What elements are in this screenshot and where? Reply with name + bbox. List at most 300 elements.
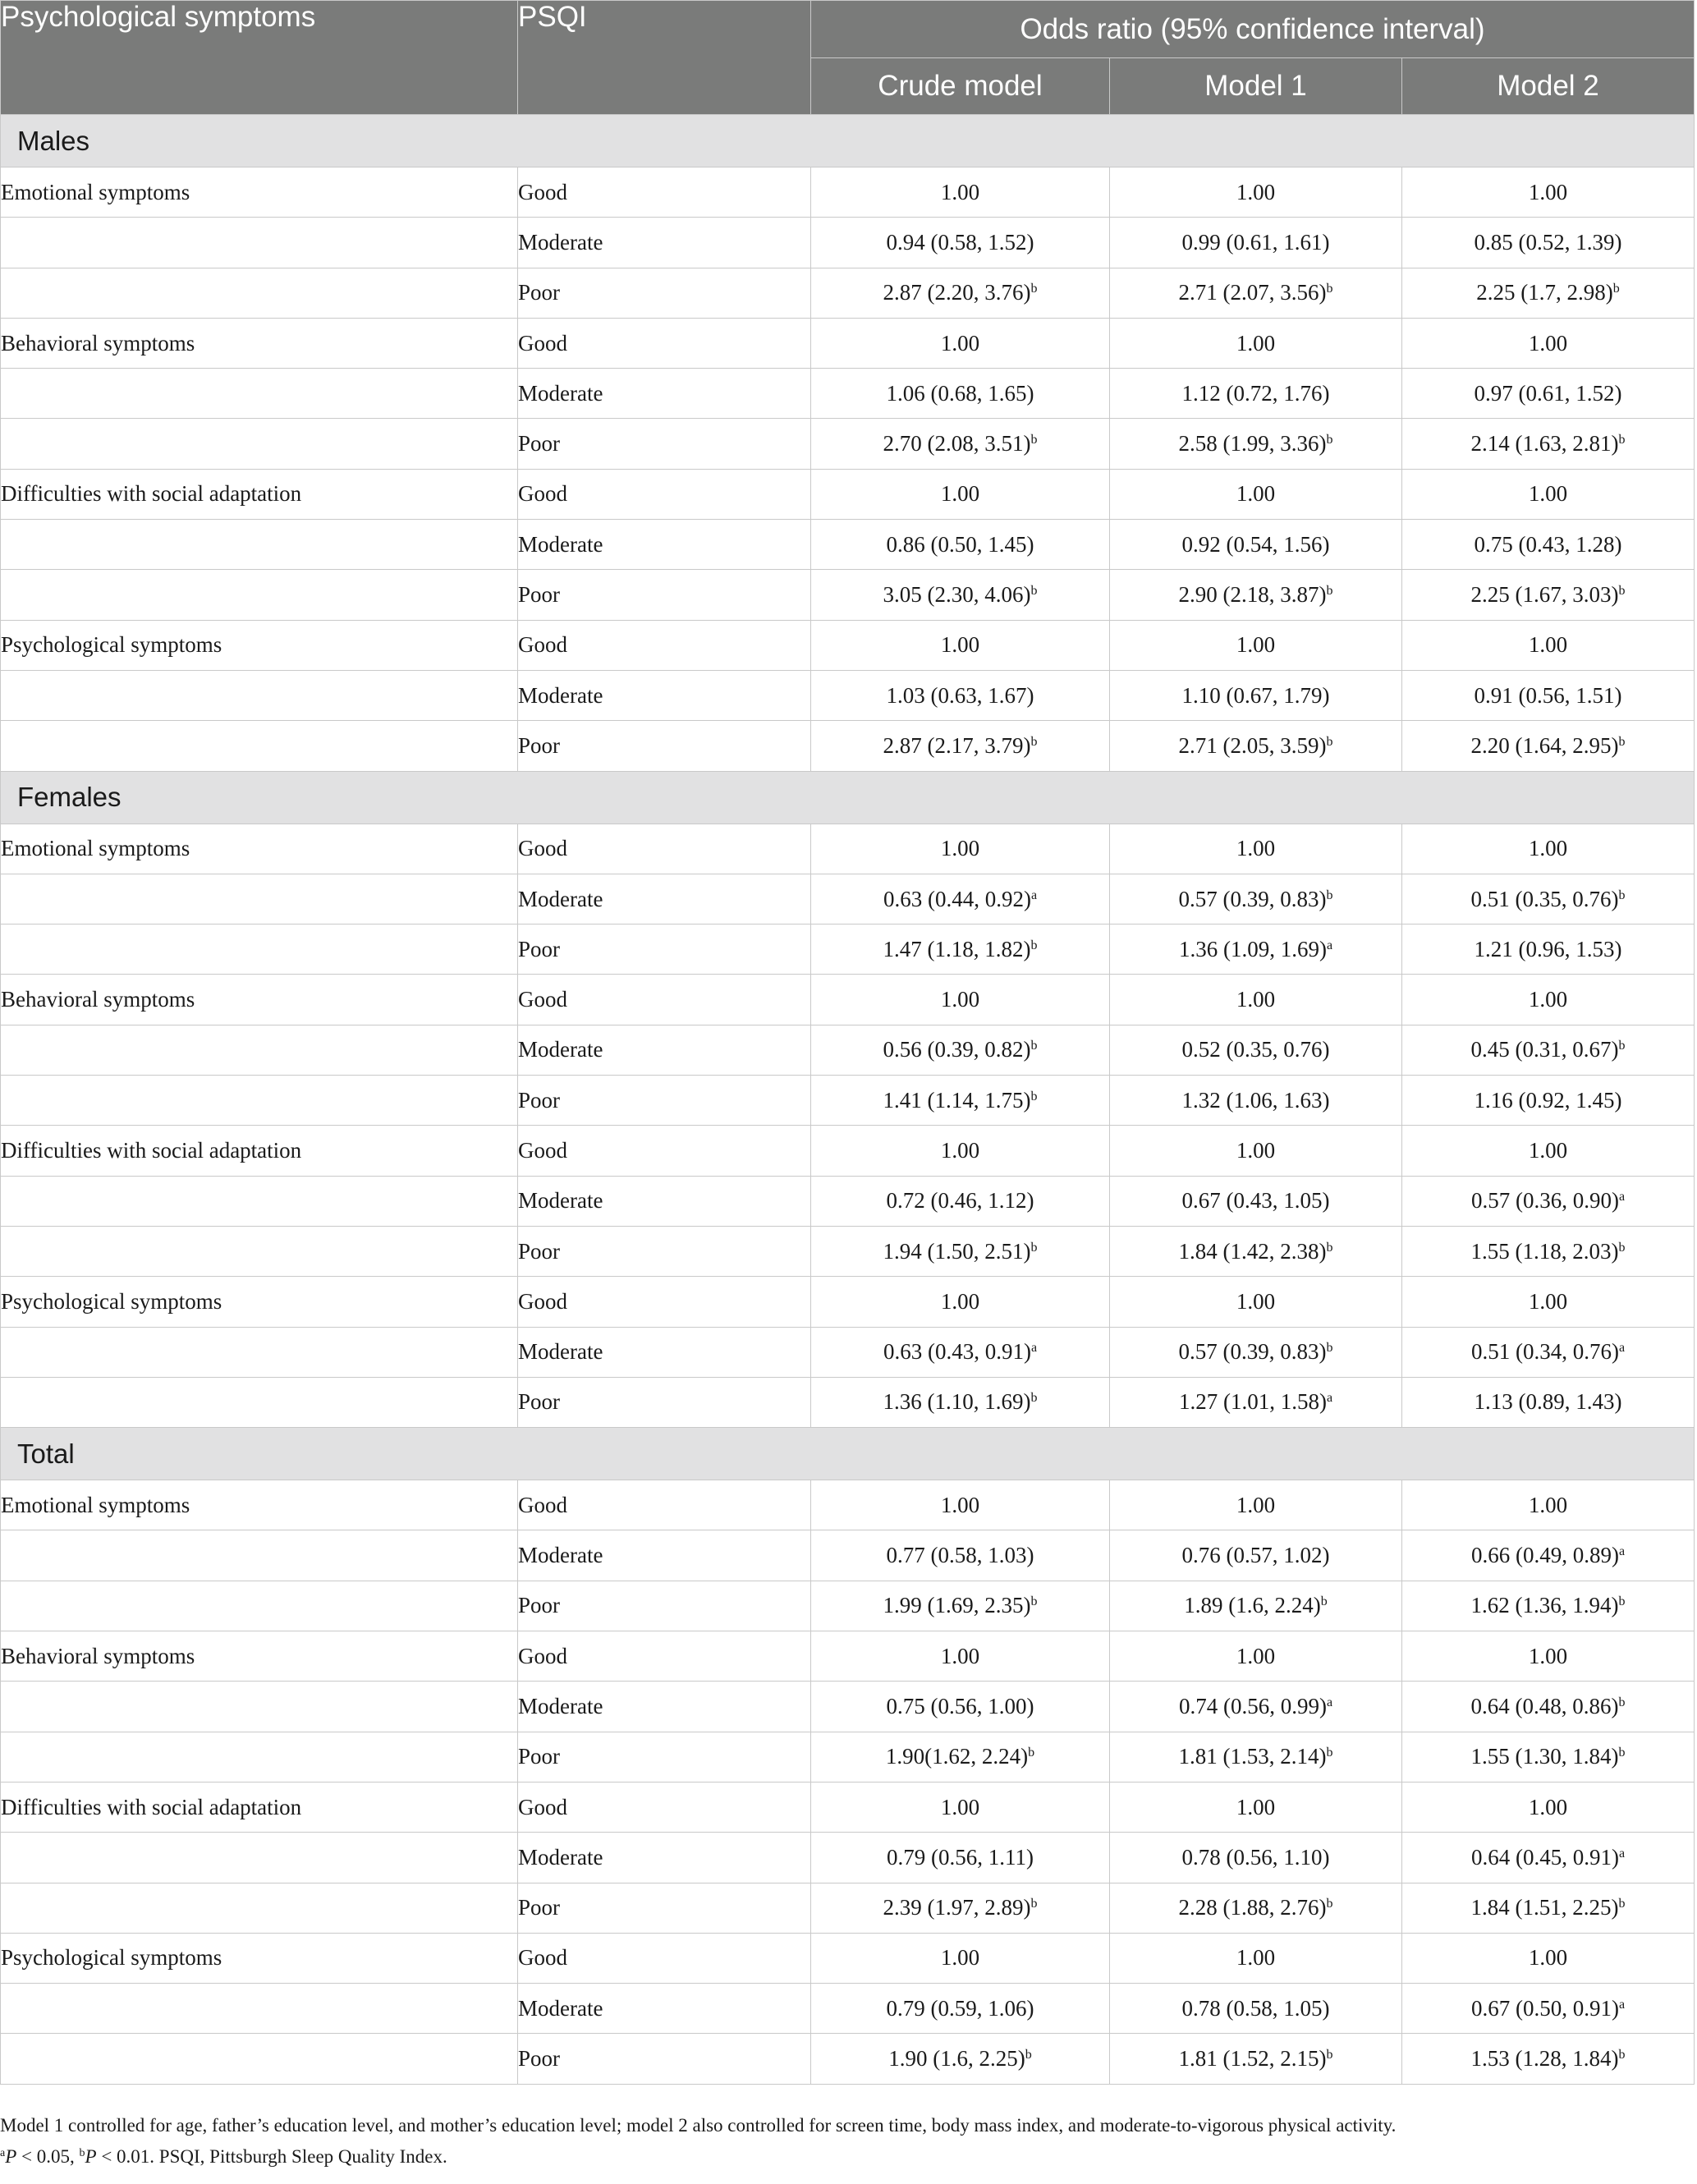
psqi-level: Moderate — [518, 670, 811, 720]
significance-mark: b — [1618, 1695, 1626, 1709]
symptom-label-empty — [1, 218, 518, 268]
or-value-crude-model — [811, 1581, 1110, 1631]
or-value-text: 1.81 (1.52, 2.15) — [1178, 2046, 1327, 2072]
or-value-text: 1.00 — [1528, 1643, 1568, 1668]
or-value-text: 1.00 — [1528, 1137, 1568, 1163]
psqi-level: Moderate — [518, 1984, 811, 2034]
header-psychological-symptoms: Psychological symptoms — [1, 1, 518, 115]
significance-mark: b — [1326, 282, 1333, 296]
or-value-text: 0.97 (0.61, 1.52) — [1474, 380, 1622, 406]
or-value-text: 1.00 — [1236, 987, 1276, 1012]
table-row — [1, 874, 1695, 924]
significance-mark: b — [1030, 734, 1038, 749]
table-row — [1, 570, 1695, 620]
or-value-crude-model — [811, 1933, 1110, 1983]
psqi-level: Good — [518, 1933, 811, 1983]
or-value-model-2 — [1402, 268, 1695, 318]
psqi-level: Good — [518, 318, 811, 368]
footnote-models: Model 1 controlled for age, father’s education level, and mother’s education level; model 2 also controlled for screen time, body mass index, and moderate-to-vigorous physical activity. — [0, 2115, 1397, 2136]
or-value-text: 2.28 (1.88, 2.76) — [1178, 1895, 1327, 1920]
or-value-model-1 — [1110, 369, 1402, 419]
or-value-model-1 — [1110, 1732, 1402, 1782]
significance-mark: b — [1030, 1039, 1038, 1053]
or-value-text: 0.63 (0.44, 0.92) — [883, 886, 1031, 911]
symptom-label-empty — [1, 1327, 518, 1377]
or-value-text: 0.78 (0.58, 1.05) — [1181, 1995, 1330, 2021]
or-value-model-1 — [1110, 1682, 1402, 1732]
or-value-text: 0.63 (0.43, 0.91) — [883, 1339, 1031, 1365]
or-value-text: 1.00 — [940, 632, 980, 658]
or-value-text: 0.45 (0.31, 0.67) — [1470, 1037, 1619, 1062]
table-row — [1, 1176, 1695, 1226]
symptom-label: Psychological symptoms — [1, 1933, 518, 1983]
or-value-model-1 — [1110, 570, 1402, 620]
significance-mark: b — [1030, 282, 1038, 296]
or-value-model-1 — [1110, 1480, 1402, 1530]
or-value-model-2 — [1402, 1327, 1695, 1377]
or-value-text: 1.00 — [940, 1643, 980, 1668]
psqi-level: Moderate — [518, 369, 811, 419]
or-value-model-1 — [1110, 218, 1402, 268]
or-value-text: 0.57 (0.39, 0.83) — [1178, 886, 1327, 911]
symptom-label-empty — [1, 925, 518, 975]
or-value-crude-model — [811, 1480, 1110, 1530]
or-value-model-2 — [1402, 2034, 1695, 2084]
or-value-text: 1.00 — [940, 1137, 980, 1163]
symptom-label-empty — [1, 1530, 518, 1581]
or-value-text: 0.75 (0.56, 1.00) — [886, 1693, 1034, 1718]
symptom-label-empty — [1, 1226, 518, 1276]
significance-mark: b — [1326, 2048, 1333, 2062]
or-value-model-2 — [1402, 1277, 1695, 1327]
or-value-crude-model — [811, 570, 1110, 620]
or-value-crude-model — [811, 1076, 1110, 1126]
or-value-model-1 — [1110, 925, 1402, 975]
or-value-crude-model — [811, 1984, 1110, 2034]
or-value-text: 0.78 (0.56, 1.10) — [1181, 1844, 1330, 1870]
significance-mark: b — [1618, 433, 1626, 447]
symptom-label-empty — [1, 1025, 518, 1075]
table-row — [1, 1682, 1695, 1732]
or-value-text: 1.16 (0.92, 1.45) — [1474, 1087, 1622, 1113]
or-value-text: 1.00 — [1528, 1492, 1568, 1517]
or-value-text: 2.71 (2.05, 3.59) — [1178, 732, 1327, 758]
or-value-text: 0.57 (0.39, 0.83) — [1178, 1339, 1327, 1365]
or-value-model-2 — [1402, 1377, 1695, 1427]
or-value-text: 0.75 (0.43, 1.28) — [1474, 531, 1622, 557]
or-value-crude-model — [811, 520, 1110, 570]
significance-mark: b — [1618, 888, 1626, 902]
or-value-crude-model — [811, 1025, 1110, 1075]
symptom-label-empty — [1, 1682, 518, 1732]
or-value-model-2 — [1402, 1883, 1695, 1933]
significance-mark: b — [1326, 584, 1333, 599]
or-value-model-2 — [1402, 670, 1695, 720]
or-value-crude-model — [811, 925, 1110, 975]
or-value-text: 1.00 — [1236, 330, 1276, 356]
or-value-model-1 — [1110, 268, 1402, 318]
or-value-model-1 — [1110, 620, 1402, 670]
or-value-crude-model — [811, 1631, 1110, 1682]
or-value-text: 1.90(1.62, 2.24) — [885, 1744, 1029, 1769]
psqi-level: Moderate — [518, 1176, 811, 1226]
psqi-level: Moderate — [518, 874, 811, 924]
psqi-level: Good — [518, 1126, 811, 1176]
table-row — [1, 1327, 1695, 1377]
table-row — [1, 1530, 1695, 1581]
or-value-text: 2.70 (2.08, 3.51) — [883, 431, 1031, 457]
or-value-text: 1.00 — [940, 179, 980, 204]
symptom-label: Behavioral symptoms — [1, 975, 518, 1025]
or-value-model-1 — [1110, 1025, 1402, 1075]
or-value-model-1 — [1110, 1833, 1402, 1883]
or-value-text: 2.20 (1.64, 2.95) — [1470, 732, 1619, 758]
table-row — [1, 520, 1695, 570]
psqi-level: Moderate — [518, 1025, 811, 1075]
or-value-crude-model — [811, 620, 1110, 670]
or-value-crude-model — [811, 268, 1110, 318]
header-psqi: PSQI — [518, 1, 811, 115]
or-value-text: 0.99 (0.61, 1.61) — [1181, 229, 1330, 255]
or-value-text: 2.71 (2.07, 3.56) — [1178, 280, 1327, 305]
significance-mark: b — [1326, 1240, 1333, 1255]
symptom-label-empty — [1, 1176, 518, 1226]
significance-mark: a — [1326, 1695, 1333, 1709]
or-value-model-2 — [1402, 1933, 1695, 1983]
or-value-text: 1.00 — [1236, 1794, 1276, 1819]
or-value-crude-model — [811, 1782, 1110, 1832]
or-value-crude-model — [811, 1327, 1110, 1377]
or-value-model-2 — [1402, 925, 1695, 975]
symptom-label-empty — [1, 721, 518, 771]
or-value-text: 1.99 (1.69, 2.35) — [883, 1593, 1031, 1618]
or-value-text: 2.87 (2.20, 3.76) — [883, 280, 1031, 305]
or-value-model-1 — [1110, 1933, 1402, 1983]
or-value-text: 0.51 (0.34, 0.76) — [1470, 1339, 1619, 1365]
psqi-level: Good — [518, 1480, 811, 1530]
or-value-text: 1.00 — [1528, 481, 1568, 507]
significance-mark: b — [1618, 734, 1626, 749]
significance-mark: a — [1326, 1391, 1333, 1406]
psqi-level: Poor — [518, 1732, 811, 1782]
symptom-label-empty — [1, 1076, 518, 1126]
or-value-text: 1.00 — [1236, 632, 1276, 658]
psqi-level: Poor — [518, 925, 811, 975]
significance-mark: b — [1320, 1594, 1328, 1609]
or-value-crude-model — [811, 1833, 1110, 1883]
or-value-text: 2.25 (1.67, 3.03) — [1470, 582, 1619, 608]
or-value-crude-model — [811, 469, 1110, 519]
or-value-model-2 — [1402, 1176, 1695, 1226]
table-row — [1, 1025, 1695, 1075]
or-value-model-1 — [1110, 1277, 1402, 1327]
table-row — [1, 1076, 1695, 1126]
or-value-model-1 — [1110, 1377, 1402, 1427]
significance-mark: a — [1030, 1341, 1038, 1356]
or-value-model-2 — [1402, 520, 1695, 570]
or-value-crude-model — [811, 1377, 1110, 1427]
table-row — [1, 419, 1695, 469]
footnote-mark-a: a — [0, 2147, 6, 2159]
or-value-text: 1.13 (0.89, 1.43) — [1474, 1389, 1622, 1415]
or-value-model-2 — [1402, 975, 1695, 1025]
symptom-label-empty — [1, 1833, 518, 1883]
symptom-label: Difficulties with social adaptation — [1, 469, 518, 519]
or-value-text: 1.55 (1.30, 1.84) — [1470, 1744, 1619, 1769]
significance-mark: b — [1618, 1897, 1626, 1911]
p-symbol-a: P — [5, 2146, 17, 2167]
symptom-label-empty — [1, 419, 518, 469]
or-value-text: 0.79 (0.56, 1.11) — [887, 1844, 1034, 1870]
or-value-model-1 — [1110, 2034, 1402, 2084]
significance-mark: b — [1612, 282, 1620, 296]
significance-mark: b — [1618, 584, 1626, 599]
table-row — [1, 167, 1695, 218]
or-value-crude-model — [811, 824, 1110, 874]
or-value-text: 1.00 — [1236, 1945, 1276, 1971]
or-value-text: 1.00 — [940, 481, 980, 507]
table-row — [1, 1480, 1695, 1530]
significance-mark: b — [1326, 1341, 1333, 1356]
psqi-level: Moderate — [518, 1682, 811, 1732]
or-value-text: 1.89 (1.6, 2.24) — [1184, 1593, 1321, 1618]
or-value-text: 0.57 (0.36, 0.90) — [1470, 1188, 1619, 1214]
or-value-text: 1.06 (0.68, 1.65) — [886, 380, 1034, 406]
or-value-text: 1.41 (1.14, 1.75) — [883, 1087, 1031, 1113]
or-value-text: 1.00 — [940, 1945, 980, 1971]
or-value-text: 1.00 — [940, 1288, 980, 1314]
psqi-level: Moderate — [518, 218, 811, 268]
significance-mark: b — [1030, 1897, 1038, 1911]
table-row — [1, 975, 1695, 1025]
significance-mark: b — [1326, 1746, 1333, 1760]
symptom-label: Difficulties with social adaptation — [1, 1126, 518, 1176]
or-value-text: 2.39 (1.97, 2.89) — [883, 1895, 1031, 1920]
table-row — [1, 218, 1695, 268]
or-value-model-2 — [1402, 1732, 1695, 1782]
symptom-label: Psychological symptoms — [1, 620, 518, 670]
symptom-label-empty — [1, 1984, 518, 2034]
table-row — [1, 2034, 1695, 2084]
significance-mark: b — [1030, 1594, 1038, 1609]
or-value-text: 1.00 — [940, 330, 980, 356]
or-value-model-2 — [1402, 1581, 1695, 1631]
or-value-text: 0.74 (0.56, 0.99) — [1178, 1693, 1327, 1718]
or-value-model-2 — [1402, 1226, 1695, 1276]
or-value-crude-model — [811, 721, 1110, 771]
or-value-model-1 — [1110, 1226, 1402, 1276]
or-value-model-1 — [1110, 1782, 1402, 1832]
or-value-text: 1.47 (1.18, 1.82) — [883, 936, 1031, 961]
or-value-model-1 — [1110, 1176, 1402, 1226]
significance-mark: b — [1618, 1039, 1626, 1053]
significance-mark: b — [1030, 1391, 1038, 1406]
or-value-model-2 — [1402, 570, 1695, 620]
table-row — [1, 469, 1695, 519]
psqi-level: Good — [518, 1631, 811, 1682]
significance-mark: b — [1326, 734, 1333, 749]
or-value-text: 2.87 (2.17, 3.79) — [883, 732, 1031, 758]
psqi-level: Poor — [518, 2034, 811, 2084]
or-value-text: 1.32 (1.06, 1.63) — [1181, 1087, 1330, 1113]
or-value-model-1 — [1110, 975, 1402, 1025]
table-row — [1, 824, 1695, 874]
or-value-text: 0.86 (0.50, 1.45) — [886, 531, 1034, 557]
or-value-model-2 — [1402, 721, 1695, 771]
or-value-text: 0.94 (0.58, 1.52) — [886, 229, 1034, 255]
symptom-label-empty — [1, 670, 518, 720]
or-value-model-1 — [1110, 1631, 1402, 1682]
significance-mark: a — [1618, 1997, 1626, 2012]
or-value-text: 1.00 — [1236, 1137, 1276, 1163]
or-value-text: 1.00 — [1528, 987, 1568, 1012]
or-value-model-1 — [1110, 670, 1402, 720]
or-value-model-1 — [1110, 1883, 1402, 1933]
table-body — [1, 115, 1695, 2085]
significance-mark: a — [1326, 938, 1333, 952]
psqi-level: Poor — [518, 1581, 811, 1631]
table-row — [1, 670, 1695, 720]
or-value-crude-model — [811, 1226, 1110, 1276]
header-crude-model: Crude model — [811, 58, 1110, 115]
or-value-text: 0.64 (0.48, 0.86) — [1470, 1693, 1619, 1718]
or-value-model-2 — [1402, 620, 1695, 670]
or-value-model-2 — [1402, 469, 1695, 519]
or-value-crude-model — [811, 975, 1110, 1025]
or-value-crude-model — [811, 1176, 1110, 1226]
or-value-text: 1.00 — [1236, 1492, 1276, 1517]
or-value-model-2 — [1402, 1984, 1695, 2034]
symptom-label: Emotional symptoms — [1, 1480, 518, 1530]
significance-mark: b — [1030, 433, 1038, 447]
or-value-text: 1.00 — [1528, 836, 1568, 861]
table-row — [1, 1933, 1695, 1983]
or-value-text: 1.00 — [1236, 836, 1276, 861]
table-row — [1, 1984, 1695, 2034]
table-row — [1, 318, 1695, 368]
or-value-text: 1.00 — [940, 1794, 980, 1819]
or-value-text: 1.12 (0.72, 1.76) — [1181, 380, 1330, 406]
or-value-text: 0.67 (0.43, 1.05) — [1181, 1188, 1330, 1214]
or-value-text: 2.25 (1.7, 2.98) — [1476, 280, 1613, 305]
significance-mark: b — [1618, 2048, 1626, 2062]
significance-mark: b — [1618, 1746, 1626, 1760]
or-value-text: 0.67 (0.50, 0.91) — [1470, 1995, 1619, 2021]
or-value-text: 1.00 — [1236, 481, 1276, 507]
symptom-label: Behavioral symptoms — [1, 1631, 518, 1682]
significance-mark: b — [1025, 2048, 1032, 2062]
significance-mark: b — [1030, 584, 1038, 599]
table-row — [1, 620, 1695, 670]
or-value-model-1 — [1110, 167, 1402, 218]
table-row — [1, 369, 1695, 419]
psqi-level: Good — [518, 975, 811, 1025]
or-value-text: 1.21 (0.96, 1.53) — [1474, 936, 1622, 961]
or-value-crude-model — [811, 318, 1110, 368]
or-value-text: 1.81 (1.53, 2.14) — [1178, 1744, 1327, 1769]
or-value-model-1 — [1110, 1984, 1402, 2034]
psqi-level: Poor — [518, 1076, 811, 1126]
or-value-text: 0.56 (0.39, 0.82) — [883, 1037, 1031, 1062]
or-value-model-2 — [1402, 167, 1695, 218]
significance-mark: a — [1618, 1544, 1626, 1559]
or-value-text: 1.36 (1.09, 1.69) — [1178, 936, 1327, 961]
or-value-text: 1.55 (1.18, 2.03) — [1470, 1238, 1619, 1264]
or-value-crude-model — [811, 2034, 1110, 2084]
or-value-text: 1.00 — [1236, 1288, 1276, 1314]
psqi-level: Moderate — [518, 1530, 811, 1581]
table-row — [1, 1226, 1695, 1276]
or-value-model-1 — [1110, 1530, 1402, 1581]
or-value-model-2 — [1402, 824, 1695, 874]
or-value-crude-model — [811, 1530, 1110, 1581]
or-value-model-1 — [1110, 824, 1402, 874]
or-value-model-1 — [1110, 520, 1402, 570]
table-row — [1, 1377, 1695, 1427]
symptom-label: Psychological symptoms — [1, 1277, 518, 1327]
psqi-level: Poor — [518, 1377, 811, 1427]
symptom-label: Emotional symptoms — [1, 824, 518, 874]
or-value-model-2 — [1402, 1833, 1695, 1883]
table-row — [1, 1631, 1695, 1682]
footnote-threshold-b: < 0.01. PSQI, Pittsburgh Sleep Quality Index. — [96, 2146, 447, 2167]
or-value-crude-model — [811, 670, 1110, 720]
or-value-text: 0.85 (0.52, 1.39) — [1474, 229, 1622, 255]
section-label: Males — [1, 115, 1695, 167]
or-value-model-1 — [1110, 1126, 1402, 1176]
table-row — [1, 1833, 1695, 1883]
psqi-level: Moderate — [518, 520, 811, 570]
psqi-level: Poor — [518, 1226, 811, 1276]
psqi-level: Poor — [518, 721, 811, 771]
significance-mark: a — [1618, 1341, 1626, 1356]
or-value-text: 1.00 — [1528, 1945, 1568, 1971]
or-value-model-2 — [1402, 874, 1695, 924]
or-value-text: 1.00 — [1528, 179, 1568, 204]
or-value-text: 1.00 — [1236, 1643, 1276, 1668]
table-row — [1, 1883, 1695, 1933]
or-value-model-2 — [1402, 318, 1695, 368]
table-row — [1, 1732, 1695, 1782]
or-value-model-1 — [1110, 1327, 1402, 1377]
significance-mark: b — [1326, 433, 1333, 447]
symptom-label-empty — [1, 1377, 518, 1427]
footnote-significance — [0, 2141, 1694, 2173]
symptom-label-empty — [1, 570, 518, 620]
or-value-text: 1.84 (1.51, 2.25) — [1470, 1895, 1619, 1920]
table-row — [1, 1782, 1695, 1832]
header-model-2: Model 2 — [1402, 58, 1695, 115]
psqi-level: Good — [518, 620, 811, 670]
or-value-model-2 — [1402, 1530, 1695, 1581]
or-value-text: 3.05 (2.30, 4.06) — [883, 582, 1031, 608]
psqi-level: Poor — [518, 570, 811, 620]
p-symbol-b: P — [85, 2146, 97, 2167]
section-row-males — [1, 115, 1695, 167]
section-row-total — [1, 1428, 1695, 1480]
or-value-model-1 — [1110, 1581, 1402, 1631]
or-value-crude-model — [811, 1682, 1110, 1732]
or-value-text: 2.14 (1.63, 2.81) — [1470, 431, 1619, 457]
or-value-text: 1.03 (0.63, 1.67) — [886, 682, 1034, 708]
significance-mark: b — [1618, 1594, 1626, 1609]
table-footnotes — [0, 2110, 1694, 2173]
or-value-text: 0.51 (0.35, 0.76) — [1470, 886, 1619, 911]
or-value-crude-model — [811, 369, 1110, 419]
or-value-model-2 — [1402, 369, 1695, 419]
or-value-crude-model — [811, 1883, 1110, 1933]
or-value-text: 0.66 (0.49, 0.89) — [1470, 1543, 1619, 1568]
